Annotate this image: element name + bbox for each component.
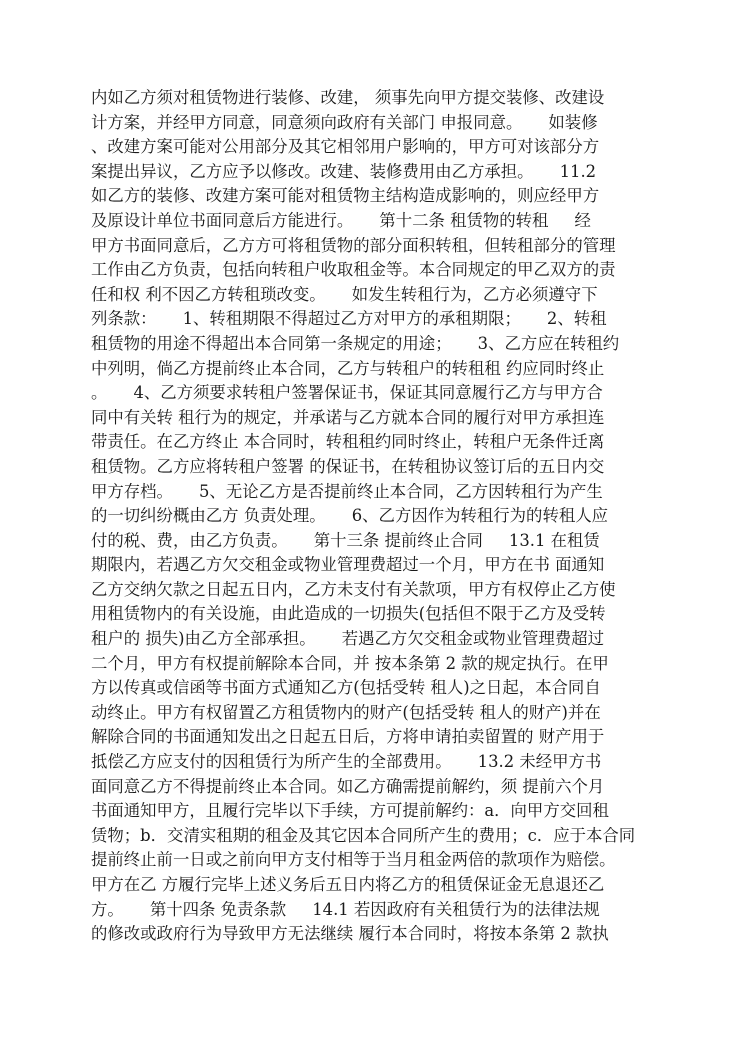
text-line: 任和权 利不因乙方转租琐改变。 如发生转租行为，乙方必须遵守下: [91, 284, 598, 304]
contract-body-text: [91, 86, 671, 947]
text-line: 书面通知甲方，且履行完毕以下手续，方可提前解约：a．向甲方交回租: [91, 801, 609, 821]
text-line: 租赁物。乙方应将转租户签署 的保证书，在转租协议签订后的五日内交: [91, 456, 605, 476]
text-line: 列条款： 1、转租期限不得超过乙方对甲方的承租期限； 2、转租: [91, 309, 607, 329]
text-line: 面同意乙方不得提前终止本合同。如乙方确需提前解约，须 提前六个月: [91, 776, 605, 796]
text-line: 甲方存档。 5、无论乙方是否提前终止本合同，乙方因转租行为产生: [91, 481, 603, 501]
text-line: 解除合同的书面通知发出之日起五日后，方将申请拍卖留置的 财产用于: [91, 727, 605, 747]
text-line: 中列明，倘乙方提前终止本合同，乙方与转租户的转租租 约应同时终止: [91, 358, 605, 378]
text-line: 甲方书面同意后，乙方方可将租赁物的部分面积转租，但转租部分的管理: [91, 235, 616, 255]
text-line: 带责任。在乙方终止 本合同时，转租租约同时终止，转租户无条件迁离: [91, 432, 605, 452]
text-line: 及原设计单位书面同意后方能进行。 第十二条 租赁物的转租 经: [91, 210, 591, 230]
text-line: 乙方交纳欠款之日起五日内，乙方未支付有关款项，甲方有权停止乙方使: [91, 579, 616, 599]
text-line: 方以传真或信函等书面方式通知乙方(包括受转 租人)之日起，本合同自: [91, 678, 601, 698]
text-line: 抵偿乙方应支付的因租赁行为所产生的全部费用。 13.2 未经甲方书: [91, 752, 602, 772]
text-line: 期限内，若遇乙方欠交租金或物业管理费超过一个月，甲方在书 面通知: [91, 555, 605, 575]
text-line: 案提出异议，乙方应予以修改。改建、装修费用由乙方承担。 11.2: [91, 161, 597, 181]
text-line: 内如乙方须对租赁物进行装修、改建， 须事先向甲方提交装修、改建设: [91, 88, 605, 107]
text-line: 赁物；b．交清实租期的租金及其它因本合同所产生的费用；c．应于本合同: [91, 825, 636, 845]
text-line: 甲方在乙 方履行完毕上述义务后五日内将乙方的租赁保证金无息退还乙: [91, 875, 605, 894]
text-line: 二个月，甲方有权提前解除本合同，并 按本条第 2 款的规定执行。在甲: [91, 653, 609, 673]
text-line: 的修改或政府行为导致甲方无法继续 履行本合同时，将按本条第 2 款执: [91, 924, 609, 944]
text-line: 方。 第十四条 免责条款 14.1 若因政府有关租赁行为的法律法规: [91, 899, 600, 919]
text-line: 租户的 损失)由乙方全部承担。 若遇乙方欠交租金或物业管理费超过: [91, 629, 604, 649]
text-line: 如乙方的装修、改建方案可能对租赁物主结构造成影响的，则应经甲方: [91, 186, 600, 206]
text-line: 租赁物的用途不得超出本合同第一条规定的用途； 3、乙方应在转租约: [91, 333, 620, 353]
text-line: 付的税、费，由乙方负责。 第十三条 提前终止合同 13.1 在租赁: [91, 530, 600, 550]
text-line: 同中有关转 租行为的规定，并承诺与乙方就本合同的履行对甲方承担连: [91, 407, 605, 427]
text-line: 计方案，并经甲方同意，同意须向政府有关部门 申报同意。 如装修: [91, 112, 598, 132]
text-line: 。 4、乙方须要求转租户签署保证书，保证其同意履行乙方与甲方合: [91, 383, 603, 403]
text-line: 、改建方案可能对公用部分及其它相邻用户影响的，甲方可对该部分方: [91, 137, 600, 157]
text-line: 提前终止前一日或之前向甲方支付相等于当月租金两倍的款项作为赔偿。: [91, 850, 616, 870]
text-line: 的一切纠纷概由乙方 负责处理。 6、乙方因作为转租行为的转租人应: [91, 506, 609, 526]
text-line: 工作由乙方负责，包括向转租户收取租金等。本合同规定的甲乙双方的责: [91, 260, 616, 280]
text-line: 动终止。甲方有权留置乙方租赁物内的财产(包括受转 租人的财产)并在: [91, 702, 601, 722]
text-line: 用租赁物内的有关设施，由此造成的一切损失(包括但不限于乙方及受转: [91, 604, 606, 624]
